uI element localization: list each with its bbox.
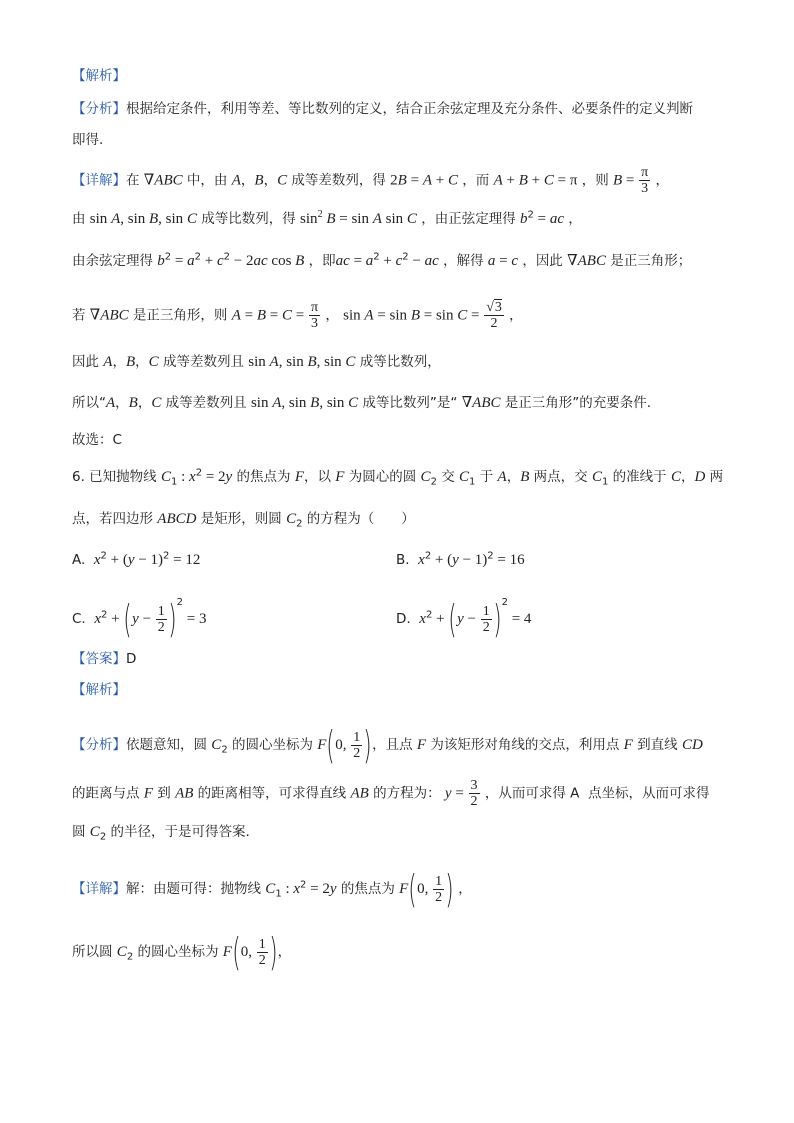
detail-line-5: 因此 A，B，C 成等差数列且 sin A, sin B, sin C 成等比数列， [72,354,441,370]
answer-value: D [126,651,137,667]
detail-line-2: 由 sin A, sin B, sin C 成等比数列，得 $\sin^2 B = \sin A$ sin C ，由正弦定理得 $b^2$ = ac ， [72,209,582,227]
option-a[interactable]: A. $x^2 + (y - 1)^2 = 12$ [72,550,201,568]
answer-line [72,649,136,669]
q6-detail-line-1: 【详解】解：由题可得：抛物线 $C_1$ : $x^2 = 2y$ 的焦点为 F(0, $\frac{1}{2}$ ) ， [72,867,472,911]
detail-line-6: 所以“A，B，C 成等差数列且 sin A, sin B, sin C 成等比数列”是“ ∇ABC 是正三角形”的充要条件. [72,395,652,411]
q6-stem-line-1: 6. 已知抛物线 $C_1$ : $x^2 = 2y$ 的焦点为 F，以 F 为圆心的圆 $C_2$ 交 $C_1$ 于 A，B 两点，交 $C_1$ 的准线于 C，D 两 [72,467,724,488]
q6-analysis-line-3: 圆 $C_2$ 的半径，于是可得答案. [72,824,250,843]
q6-jiexi-heading: 【解析】 [72,682,126,698]
detail-tag: 【详解】 [72,172,126,189]
final-choice: 故选：C [72,432,122,448]
option-c[interactable]: C. $x^2 + (y$ − $\frac{1}{2}$ )$^2$ = 3 [72,597,207,641]
option-d[interactable]: D. $x^2 + (y$ − $\frac{1}{2}$ )$^2$ = 4 [396,597,532,641]
analysis-tag: 【分析】 [72,101,126,117]
q6-detail-line-2: 所以圆 $C_2$ 的圆心坐标为 F(0, $\frac{1}{2}$ )， [72,930,292,974]
analysis-text-2: 即得. [72,132,104,148]
analysis-paragraph [72,99,693,119]
option-b[interactable]: B. $x^2 + (y - 1)^2 = 16$ [396,550,525,568]
detail-line-4: 若 ∇ABC 是正三角形，则 A = B = C = $\frac{\pi}{3}$ ， sin A = sin B = sin C = $\frac{√3}{2}$ ， [72,300,523,331]
q6-stem-line-2: 点，若四边形 ABCD 是矩形，则圆 $C_2$ 的方程为（ ） [72,511,415,530]
q6-analysis-line-2: 的距离与点 F 到 AB 的距离相等，可求得直线 AB 的方程为： y = $\frac{3}{2}$ ，从而可求得 A 点坐标，从而可求得 [72,778,710,809]
answer-tag: 【答案】 [72,651,126,667]
detail-line-1: 【详解】在 ∇ABC 中，由 A，B，C 成等差数列，得 2B = A + C ，而 A + B + C = π ，则 B = $\frac{\pi}{3}$ ， [72,165,670,196]
detail-line-3: 由余弦定理得 $b^2 = a^2 + c^2 - 2ac$ cos B ，即ac = $a^2 + c^2$ − ac ，解得 a = c ，因此 ∇ABC 是正三角形； [72,251,692,269]
analysis-text-1: 根据给定条件，利用等差、等比数列的定义，结合正余弦定理及充分条件、必要条件的定义判断 [126,101,693,117]
jiexi-heading: 【解析】 [72,68,126,84]
q6-analysis-line-1: 【分析】依题意知，圆 $C_2$ 的圆心坐标为 F(0, $\frac{1}{2}$ )，且点 F 为该矩形对角线的交点，利用点 F 到直线 CD [72,723,703,767]
q6-analysis-tag: 【分析】 [72,737,126,753]
q6-detail-tag: 【详解】 [72,881,126,897]
